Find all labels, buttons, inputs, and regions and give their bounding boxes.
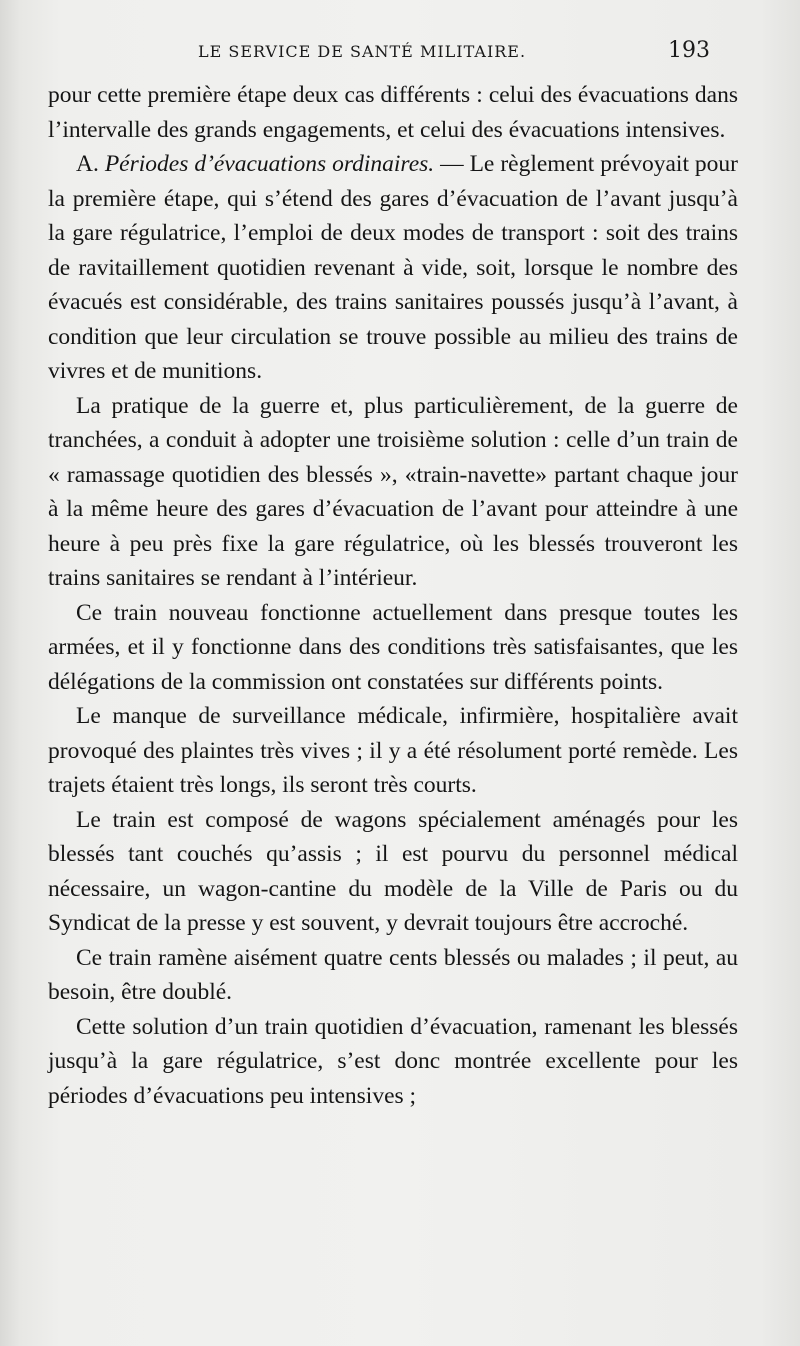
paragraph-4: Ce train nouveau fonctionne actuellement dans presque toutes les armées, et il y fonctionne dans des conditions très satisfaisantes, que les délégations de la commission ont constatées sur différents points. <box>48 599 738 695</box>
page-number: 193 <box>668 38 710 63</box>
header-title: LE SERVICE DE SANTÉ MILITAIRE. <box>198 42 527 61</box>
paragraph-2-text: — Le règlement prévoyait pour la première étape, qui s’étend des gares d’évacuation de l’avant jusqu’à la gare régulatrice, l’emploi de deux modes de transport : soit des trains de ravitaillement quotidien revenant à vide, soit, lorsque le nombre des évacués est considérable, des trains sanitaires poussés jusqu’à l’avant, à condition que leur circulation se trouve possible au milieu des trains de vivres et de munitions. <box>48 151 739 384</box>
paragraph-8: Cette solution d’un train quotidien d’évacuation, ramenant les blessés jusqu’à la gare régulatrice, s’est donc montrée excellente pour les périodes d’évacuations peu intensives ; <box>48 1013 738 1109</box>
paragraph-1: pour cette première étape deux cas différents : celui des évacuations dans l’intervalle des grands engagements, et celui des évacuations intensives. <box>48 82 738 143</box>
paragraph-5: Le manque de surveillance médicale, infirmière, hospitalière avait provoqué des plaintes très vives ; il y a été résolument porté remède. Les trajets étaient très longs, ils seront très courts. <box>48 703 738 798</box>
paragraph-7: Ce train ramène aisément quatre cents blessés ou malades ; il peut, au besoin, être doublé. <box>48 944 738 1005</box>
section-title: Périodes d’évacuations ordinaires. <box>104 151 435 177</box>
body-text <box>48 78 738 1113</box>
paragraph-2 <box>48 147 738 389</box>
paragraph-6: Le train est composé de wagons spécialement aménagés pour les blessés tant couchés qu’assis ; il est pourvu du personnel médical nécessaire, un wagon-cantine du modèle de la Ville de Paris ou du Syndicat de la presse y est souvent, y devrait toujours être accroché. <box>48 806 738 936</box>
section-label: A. <box>76 151 99 177</box>
paragraph-3: La pratique de la guerre et, plus particulièrement, de la guerre de tranchées, a conduit à adopter une troisième solution : celle d’un train de « ramassage quotidien des blessés », «train-navette» partant chaque jour à la même heure des gares d’évacuation de l’avant pour atteindre à une heure à peu près fixe la gare régulatrice, où les blessés trouveront les trains sanitaires se rendant à l’intérieur. <box>48 392 738 591</box>
